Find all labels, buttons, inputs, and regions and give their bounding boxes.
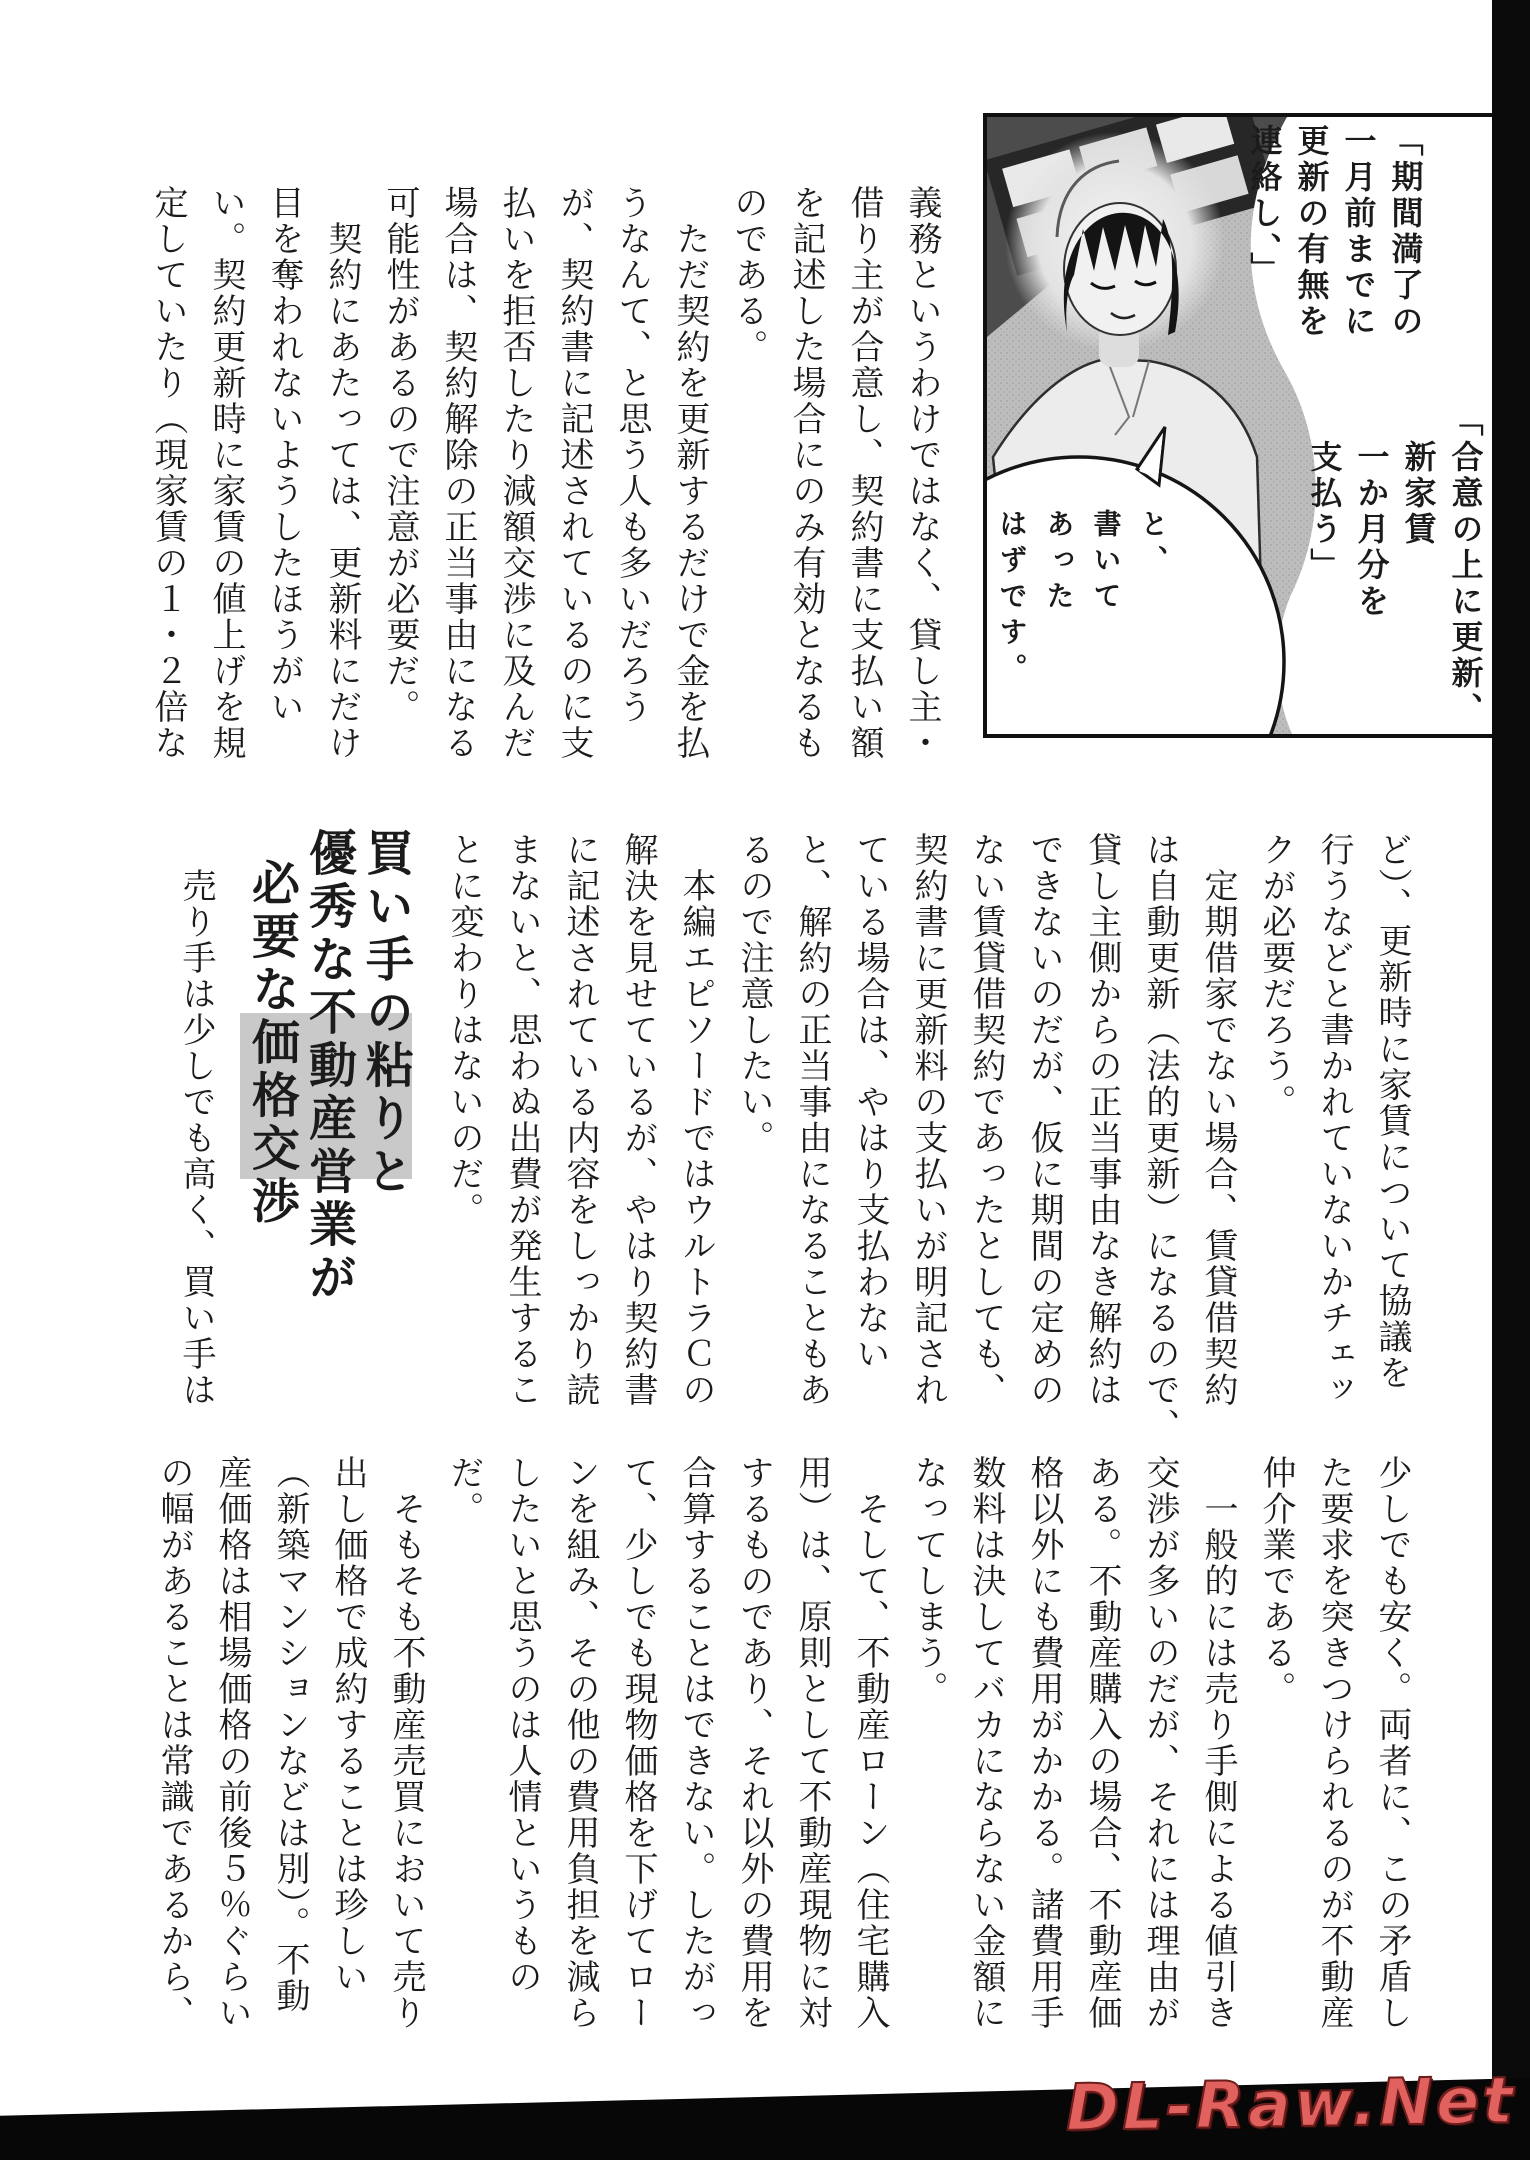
text-column: 優秀な不動産営業が [301,828,355,1305]
text-column: あった [1042,509,1074,617]
text-column: はずです。 [995,509,1027,689]
text-column: 格以外にも費用がかかる。諸費用手 [1025,1455,1062,2031]
text-column: のである。 [729,185,766,365]
dialogue-quote-2 [1301,404,1489,734]
dialogue-quote-1 [1241,124,1429,404]
text-column: まないと、思わぬ出費が発生するこ [503,832,540,1408]
text-column: 一般的には売り手側による値引き [1199,1491,1236,2031]
text-column: するものであり、それ以外の費用を [735,1455,772,2031]
text-column: 支払う」 [1306,440,1343,584]
text-column: 新家賃 [1400,440,1437,548]
text-column: （新築マンションなどは別）。不動 [271,1455,308,2014]
text-column: うなんて、と思う人も多いだろう [613,185,650,725]
text-column: い。契約更新時に家賃の値上げを規 [207,185,244,761]
text-column: 書いて [1089,509,1121,617]
article-top-band [138,185,950,795]
text-column: 更新の有無を [1293,124,1330,340]
text-column: クが必要だろう。 [1257,832,1294,1120]
text-column: 借り主が合意し、契約書に支払い額 [845,185,882,761]
text-column: て、少しでも現物価格を下げてロー [619,1455,656,2031]
text-column: だ。 [445,1455,482,1527]
text-column: 本編エピソードではウルトラＣの [677,868,714,1408]
text-column: 可能性があるので注意が必要だ。 [381,185,418,725]
text-column: 「合意の上に更新、 [1447,404,1484,728]
text-column: を記述した場合にのみ有効となるも [787,185,824,761]
watermark-text: DL-Raw.Net [1065,2064,1517,2146]
text-column: 行うなどと書かれていないかチェッ [1315,832,1352,1408]
text-column: 交渉が多いのだが、それには理由が [1141,1455,1178,2031]
text-column: 払いを拒否したり減額交渉に及んだ [497,185,534,761]
text-column: 解決を見せているが、やはり契約書 [619,832,656,1408]
text-column: 目を奪われないようしたほうがい [265,185,302,725]
text-column: は自動更新（法的更新）になるので、 [1141,832,1178,1444]
manga-panel [983,113,1515,738]
text-column: た要求を突きつけられるのが不動産 [1315,1455,1352,2031]
text-column: とに変わりはないのだ。 [445,832,482,1228]
text-column: ただ契約を更新するだけで金を払 [671,221,708,761]
text-column: 用）は、原則として不動産現物に対 [793,1455,830,2031]
text-column: 定期借家でない場合、賃貸借契約 [1199,868,1236,1408]
text-column: できないのだが、仮に期間の定めの [1025,832,1062,1408]
text-column: の幅があることは常識であるから、 [155,1455,192,2031]
text-column: 契約書に更新料の支払いが明記され [909,832,946,1408]
text-column: ている場合は、やはり支払わない [851,832,888,1372]
text-column: が、契約書に記述されているのに支 [555,185,592,761]
text-column: 一か月分を [1353,440,1390,620]
text-column: 義務というわけではなく、貸し主・ [903,185,940,761]
text-column: なってしまう。 [909,1455,946,1707]
dialogue-reply [987,509,1175,729]
text-column: 出し価格で成約することは珍しい [329,1455,366,1995]
text-column: 場合は、契約解除の正当事由になる [439,185,476,761]
article-bottom-band [144,1455,1420,2065]
scan-artifact-right-strip [1492,0,1530,2160]
text-column: ンを組み、その他の費用負担を減ら [561,1455,598,2031]
text-column: 定していたり（現家賃の１・２倍な [149,185,186,761]
text-column: 合算することはできない。したがっ [677,1455,714,2031]
text-column: と、 [1136,509,1168,581]
text-column: 貸し主側からの正当事由なき解約は [1083,832,1120,1408]
text-column: 少しでも安く。両者に、この矛盾し [1373,1455,1410,2031]
text-column: 一月前までに [1340,124,1377,340]
text-column: 数料は決してバカにならない金額に [967,1455,1004,2031]
text-column: 仲介業である。 [1257,1455,1294,1707]
text-column: したいと思うのは人情というもの [503,1455,540,1995]
text-column: 連絡し、」 [1246,124,1283,288]
text-column: 産価格は相場価格の前後５％ぐらい [213,1455,250,2031]
text-column: と、解約の正当事由になることもあ [793,832,830,1408]
article-middle-next-column [166,832,224,1442]
article-middle-band [434,832,1420,1442]
text-column: ど）、更新時に家賃について協議を [1373,832,1410,1391]
text-column: そもそも不動産売買において売り [387,1491,424,2031]
text-column: 売り手は少しでも高く、買い手は [177,868,214,1408]
text-column: ない賃貸借契約であったとしても、 [967,832,1004,1408]
text-column: 「期間満了の [1387,124,1424,340]
text-column: ある。不動産購入の場合、不動産価 [1083,1455,1120,2031]
text-column: 買い手の粘りと [358,828,412,1199]
text-column: るので注意したい。 [735,832,772,1156]
text-column: 契約にあたっては、更新料にだけ [323,221,360,761]
article-headline [242,828,413,1348]
text-column: そして、不動産ローン（住宅購入 [851,1491,888,2031]
text-column: 必要な価格交渉 [244,858,298,1229]
text-column: に記述されている内容をしっかり読 [561,832,598,1408]
